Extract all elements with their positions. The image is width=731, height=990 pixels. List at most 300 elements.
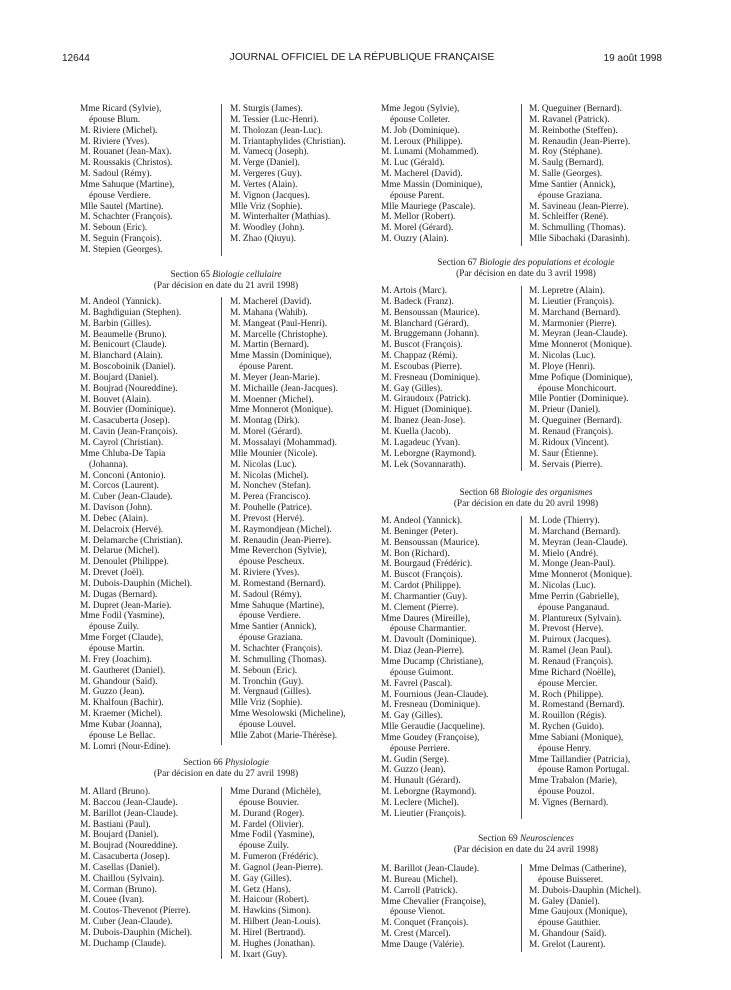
list-item: M. Marchand (Bernard). <box>529 526 621 537</box>
list-item: Mme Sahuque (Martine), <box>230 600 325 611</box>
list-item: M. Meyran (Jean-Claude). <box>529 537 628 548</box>
list-item: M. Chaillou (Sylvain). <box>80 873 165 884</box>
list-item: M. Mahana (Wahib). <box>230 307 308 318</box>
list-item: M. Favrel (Pascal). <box>381 678 453 689</box>
list-item: Mme Daures (Mireille), <box>381 613 471 624</box>
list-item: M. Bastiani (Paul). <box>80 819 151 830</box>
list-item: Mme Pofique (Dominique), <box>529 372 633 383</box>
list-item: M. Denoulet (Philippe). <box>80 557 169 568</box>
list-item: M. Conquet (François). <box>381 918 469 929</box>
list-item: M. Guzzo (Jean). <box>381 765 446 776</box>
list-item: M. Ploye (Henri). <box>529 361 596 372</box>
list-item: M. Durand (Roger). <box>230 808 305 819</box>
list-item: M. Mielo (André). <box>529 548 599 559</box>
list-item: M. Riviere (Yves). <box>80 136 150 147</box>
list-item: M. Lode (Thierry). <box>529 516 600 526</box>
list-item: M. Lagadeuc (Yvan). <box>381 437 461 448</box>
list-item: M. Renaudin (Jean-Pierre). <box>230 535 332 546</box>
list-item: M. Sadoul (Rémy). <box>230 589 302 600</box>
section-number: Section 65 <box>170 270 211 280</box>
list-item: épouse Colleter. <box>390 114 450 125</box>
list-item: M. Lomri (Nour-Edine). <box>80 741 171 752</box>
list-item: M. Macherel (David). <box>381 169 463 180</box>
list-item: M. Rouillon (Régis). <box>529 711 607 722</box>
list-item: épouse Parent. <box>390 190 445 201</box>
list-item: M. Savineau (Jean-Pierre). <box>529 201 629 212</box>
list-item: M. Mossalayi (Mohammad). <box>230 437 337 448</box>
list-item: M. Kuella (Jacob). <box>381 426 451 437</box>
list-item: M. Bouvier (Dominique). <box>80 405 176 416</box>
section-heading <box>80 270 372 292</box>
list-item: Mme Wesolowski (Micheline), <box>230 709 346 720</box>
list-item: M. Meyran (Jean-Claude). <box>529 329 628 340</box>
list-item: M. Boujrad (Noureddine). <box>80 383 178 394</box>
name-list <box>381 104 482 245</box>
list-item: M. Saur (Étienne). <box>529 448 599 459</box>
list-item: M. Seboun (Eric). <box>80 223 148 234</box>
list-item: M. Boujard (Daniel). <box>80 830 159 841</box>
list-item: Mme Fodil (Yasmine), <box>230 830 315 841</box>
list-item: M. Nonchev (Stefan). <box>230 481 312 492</box>
list-item: M. Morel (Gérard). <box>230 427 303 438</box>
list-item: M. Allard (Bruno). <box>80 787 151 797</box>
list-item: M. Ixart (Guy). <box>230 949 288 960</box>
section-heading <box>381 488 671 510</box>
list-item: M. Stepien (Georges). <box>80 244 163 255</box>
section-number: Section 66 <box>183 758 223 768</box>
name-list <box>230 787 323 961</box>
list-item: M. Martin (Bernard). <box>230 340 310 351</box>
list-item: Mlle Vriz (Sophie). <box>230 698 303 709</box>
list-item: M. Dubois-Dauphin (Michel). <box>529 885 642 896</box>
list-item: M. Corman (Bruno). <box>80 884 157 895</box>
name-list <box>381 516 488 820</box>
list-item: M. Artois (Marc). <box>381 286 448 296</box>
column-rule <box>521 104 522 246</box>
list-item: M. Vertes (Alain). <box>230 179 298 190</box>
list-item: Mme Sabiani (Monique), <box>529 732 624 743</box>
column-rule <box>221 297 222 745</box>
list-item: Mme Dauge (Valérie). <box>381 939 465 950</box>
list-item: M. Vignon (Jacques). <box>230 190 310 201</box>
list-item: M. Macherel (David). <box>230 297 312 307</box>
list-item: M. Couee (Ivan). <box>80 895 145 906</box>
list-item: M. Prieur (Daniel). <box>529 405 601 416</box>
list-item: M. Debec (Alain). <box>80 513 149 524</box>
list-item: Mme Santier (Annick), <box>230 622 317 633</box>
list-item: épouse Guimont. <box>390 667 454 678</box>
list-item: M. Puiroux (Jacques). <box>529 635 612 646</box>
list-item: M. Seguin (François). <box>80 234 162 245</box>
list-item: Mlle Mauriege (Pascale). <box>381 201 476 212</box>
list-item: M. Boujrad (Noureddine). <box>80 841 178 852</box>
list-item: M. Hawkins (Simon). <box>230 906 312 917</box>
list-item: M. Delamarche (Christian). <box>80 535 183 546</box>
section-heading <box>381 258 671 280</box>
list-item: M. Galey (Daniel). <box>529 896 600 907</box>
list-item: M. Hughes (Jonathan). <box>230 938 316 949</box>
section-name: Biologie cellulaire <box>212 270 282 280</box>
list-item: M. Diaz (Jean-Pierre). <box>381 646 465 657</box>
list-item: M. Casacuberta (Josep). <box>80 416 170 427</box>
list-item: M. Dubois-Dauphin (Michel). <box>80 578 193 589</box>
list-item: Mlle Sibachaki (Darasinh). <box>529 234 630 245</box>
list-item: M. Lek (Sovannarath). <box>381 459 466 470</box>
list-item: M. Pouhelle (Patrice). <box>230 503 313 514</box>
list-item: M. Getz (Hans). <box>230 884 291 895</box>
list-item: M. Tessier (Luc-Henri). <box>230 114 319 125</box>
list-item: M. Giraudoux (Patrick). <box>381 394 471 405</box>
list-item: M. Gudin (Serge). <box>381 754 449 765</box>
column-rule <box>221 104 222 256</box>
list-item: M. Cardot (Philippe). <box>381 581 462 592</box>
list-item: M. Crest (Marcel). <box>381 929 451 940</box>
list-item: M. Beninger (Peter). <box>381 526 458 537</box>
list-item: Mme Massin (Dominique), <box>381 179 483 190</box>
list-item: M. Raymondjean (Michel). <box>230 524 332 535</box>
list-item: Mlle Mounier (Nicole). <box>230 448 318 459</box>
name-list <box>529 864 641 951</box>
list-item: M. Roch (Philippe). <box>529 689 604 700</box>
list-item: M. Haicour (Robert). <box>230 895 310 906</box>
decision-date: (Par décision en date du 3 avril 1998) <box>456 269 596 279</box>
list-item: M. Gay (Gilles). <box>381 383 443 394</box>
list-item: Mme Gaujoux (Monique), <box>529 907 628 918</box>
column-rule <box>521 286 522 471</box>
list-item: Mme Perrin (Gabrielle), <box>529 591 620 602</box>
list-item: M. Riviere (Yves). <box>230 568 300 579</box>
name-list <box>230 297 346 742</box>
list-item: M. Clement (Pierre). <box>381 602 459 613</box>
list-item: épouse Vienot. <box>390 907 446 918</box>
list-item: M. Cayrol (Christian). <box>80 437 164 448</box>
list-item: Mme Forget (Claude), <box>80 633 164 644</box>
list-item: épouse Pouzol. <box>538 787 595 798</box>
list-item: M. Carroll (Patrick). <box>381 885 458 896</box>
list-item: M. Prevost (Herve). <box>529 624 604 635</box>
list-item: M. Romestand (Bernard). <box>529 700 625 711</box>
list-item: M. Perea (Francisco). <box>230 492 311 503</box>
list-item: M. Guzzo (Jean). <box>80 687 145 698</box>
list-item: épouse Graziana. <box>538 190 603 201</box>
list-item: épouse Parent. <box>239 362 294 373</box>
name-list <box>381 864 486 951</box>
list-item: M. Bensoussan (Maurice). <box>381 307 480 318</box>
list-item: M. Renaud (François). <box>529 656 614 667</box>
list-item: M. Ouzry (Alain). <box>381 234 449 245</box>
name-list <box>381 286 480 470</box>
list-item: Mme Sahuque (Martine), <box>80 179 175 190</box>
list-item: M. Roy (Stéphane). <box>529 147 603 158</box>
list-item: M. Coutos-Thevenot (Pierre). <box>80 906 191 917</box>
list-item: M. Marmonier (Pierre). <box>529 318 617 329</box>
section-name: Physiologie <box>224 758 269 768</box>
list-item: Mme Delmas (Catherine), <box>529 864 627 874</box>
section-name: Biologie des populations et écologie <box>479 258 615 268</box>
list-item: Mme Monnerot (Monique). <box>230 405 334 416</box>
name-list <box>529 104 630 245</box>
list-item: Mlle Sautel (Martine). <box>80 201 164 212</box>
list-item: M. Queguiner (Bernard). <box>529 416 622 427</box>
list-item: M. Woodley (John). <box>230 223 305 234</box>
list-item: M. Leborgne (Raymond). <box>381 787 477 798</box>
list-item: M. Boscoboinik (Daniel). <box>80 362 176 373</box>
list-item: Mlle Zabot (Marie-Thérèse). <box>230 730 338 741</box>
list-item: M. Cavin (Jean-François). <box>80 427 178 438</box>
list-item: M. Boujard (Daniel). <box>80 372 159 383</box>
list-item: M. Buscot (François). <box>381 340 463 351</box>
list-item: épouse Pescheux. <box>239 557 305 568</box>
list-item: M. Dupret (Jean-Marie). <box>80 600 172 611</box>
list-item: M. Schleiffer (René). <box>529 212 609 223</box>
list-item: M. Bureau (Michel). <box>381 874 458 885</box>
list-item: épouse Graziana. <box>239 633 304 644</box>
list-item: épouse Panganaud. <box>538 602 610 613</box>
list-item: M. Khalfoun (Bachir). <box>80 698 164 709</box>
list-item: Mme Chevalier (Françoise), <box>381 896 487 907</box>
list-item: M. Fresneau (Dominique). <box>381 700 481 711</box>
list-item: M. Nicolas (Luc). <box>230 459 297 470</box>
list-item: M. Cuber (Jean-Claude). <box>80 917 173 928</box>
list-item: Mme Fodil (Yasmine), <box>80 611 165 622</box>
list-item: M. Vergnaud (Gilles). <box>230 687 312 698</box>
list-item: M. Badeck (Franz). <box>381 296 454 307</box>
list-item: M. Delarue (Michel). <box>80 546 160 557</box>
list-item: M. Verge (Daniel). <box>230 158 300 169</box>
list-item: M. Monge (Jean-Paul). <box>529 559 616 570</box>
list-item: épouse Zuily. <box>239 841 290 852</box>
list-item: M. Cuber (Jean-Claude). <box>80 492 173 503</box>
list-item: M. Prevost (Hervé). <box>230 513 305 524</box>
list-item: Mme Kubar (Joanna), <box>80 719 162 730</box>
list-item: M. Rouanet (Jean-Max). <box>80 147 172 158</box>
list-item: M. Zhao (Qiuyu). <box>230 234 297 245</box>
list-item: épouse Bouvier. <box>239 797 299 808</box>
list-item: M. Lieutier (François). <box>381 808 467 819</box>
list-item: M. Benicourt (Claude). <box>80 340 167 351</box>
list-item: M. Bensoussan (Maurice). <box>381 537 480 548</box>
list-item: M. Plantureux (Sylvain). <box>529 613 622 624</box>
list-item: M. Grelot (Laurent). <box>529 939 606 950</box>
list-item: M. Nicolas (Luc). <box>529 581 596 592</box>
list-item: M. Chappaz (Rémi). <box>381 351 458 362</box>
list-item: M. Leborgne (Raymond). <box>381 448 477 459</box>
list-item: Mlle Geraudie (Jacqueline). <box>381 722 486 733</box>
list-item: M. Schmulling (Thomas). <box>529 223 626 234</box>
list-item: M. Barillot (Jean-Claude). <box>381 864 480 874</box>
list-item: (Johanna). <box>89 459 128 470</box>
list-item: Mme Massin (Dominique), <box>230 351 332 362</box>
list-item: épouse Ramon Portugal. <box>538 765 630 776</box>
list-item: M. Fumeron (Frédéric). <box>230 852 319 863</box>
list-item: Mme Durand (Michèle), <box>230 787 322 797</box>
section-heading <box>381 834 671 856</box>
list-item: Mme Chluba-De Tapia <box>80 448 166 459</box>
section-name: Neurosciences <box>519 834 574 844</box>
list-item: M. Gautheret (Daniel). <box>80 665 166 676</box>
list-item: épouse Mercier. <box>538 678 598 689</box>
list-item: épouse Le Bellac. <box>89 730 156 741</box>
list-item: M. Barbin (Gilles). <box>80 318 152 329</box>
name-list <box>529 286 633 470</box>
list-item: Mme Jegou (Sylvie), <box>381 104 460 114</box>
list-item: M. Triantaphylides (Christian). <box>230 136 346 147</box>
list-item: M. Michaille (Jean-Jacques). <box>230 383 338 394</box>
list-item: M. Dugas (Bernard). <box>80 589 158 600</box>
list-item: épouse Blum. <box>89 114 141 125</box>
list-item: M. Romestand (Bernard). <box>230 578 326 589</box>
journal-title: JOURNAL OFFICIEL DE LA RÉPUBLIQUE FRANÇAISE <box>229 51 495 63</box>
column-rule <box>521 864 522 952</box>
list-item: M. Sturgis (James). <box>230 104 303 114</box>
list-item: épouse Henry. <box>538 743 592 754</box>
list-item: M. Tronchin (Guy). <box>230 676 304 687</box>
list-item: Mme Trabalon (Marie), <box>529 776 618 787</box>
name-list <box>230 104 346 245</box>
list-item: Mlle Vriz (Sophie). <box>230 201 303 212</box>
list-item: M. Corcos (Laurent). <box>80 481 160 492</box>
section-name: Biologie des organismes <box>501 488 593 498</box>
name-list <box>80 297 192 752</box>
list-item: épouse Louvel. <box>239 719 296 730</box>
list-item: M. Buscot (François). <box>381 570 463 581</box>
list-item: M. Davison (John). <box>80 503 153 514</box>
list-item: épouse Gauthier. <box>538 918 601 929</box>
list-item: M. Montag (Dirk). <box>230 416 300 427</box>
list-item: M. Ravanel (Patrick). <box>529 114 610 125</box>
list-item: M. Mellor (Robert). <box>381 212 456 223</box>
list-item: M. Ghandour (Saïd). <box>529 929 607 940</box>
list-item: M. Leroux (Philippe). <box>381 136 463 147</box>
name-list <box>80 787 192 950</box>
list-item: M. Tholozan (Jean-Luc). <box>230 125 323 136</box>
list-item: M. Leclere (Michel). <box>381 797 459 808</box>
name-list <box>80 104 174 256</box>
list-item: M. Casacuberta (Josep). <box>80 852 170 863</box>
page-number: 12644 <box>62 53 90 64</box>
list-item: M. Luc (Gérald). <box>381 158 445 169</box>
list-item: Mme Taillandier (Patricia), <box>529 754 631 765</box>
list-item: M. Vergeres (Guy). <box>230 169 302 180</box>
list-item: M. Drevet (Joël). <box>80 568 145 579</box>
list-item: M. Kraemer (Michel). <box>80 709 163 720</box>
list-item: M. Morel (Gérard). <box>381 223 454 234</box>
list-item: épouse Verdiere. <box>89 190 151 201</box>
list-item: M. Schachter (François). <box>230 644 323 654</box>
name-list <box>529 516 632 809</box>
list-item: épouse Martin. <box>89 644 145 654</box>
list-item: M. Vamecq (Joseph). <box>230 147 309 158</box>
section-number: Section 67 <box>437 258 477 268</box>
list-item: M. Bouvet (Alain). <box>80 394 152 405</box>
list-item: M. Ramel (Jean Paul). <box>529 646 613 657</box>
list-item: M. Marchand (Bernard). <box>529 307 621 318</box>
list-item: M. Ibanez (Jean-Jose). <box>381 416 466 427</box>
list-item: M. Servais (Pierre). <box>529 459 603 470</box>
list-item: M. Moenner (Michel). <box>230 394 314 405</box>
decision-date: (Par décision en date du 21 avril 1998) <box>153 281 299 291</box>
list-item: Mme Santier (Annick), <box>529 179 616 190</box>
list-item: épouse Perriere. <box>390 743 450 754</box>
list-item: M. Sadoul (Rémy). <box>80 169 152 180</box>
issue-date: 19 août 1998 <box>603 53 662 64</box>
list-item: M. Charmantier (Guy). <box>381 591 468 602</box>
list-item: M. Andeol (Yannick). <box>80 297 162 307</box>
list-item: M. Bon (Richard). <box>381 548 450 559</box>
list-item: M. Lepretre (Alain). <box>529 286 605 296</box>
list-item: M. Saulg (Bernard). <box>529 158 604 169</box>
decision-date: (Par décision en date du 24 avril 1998) <box>453 845 599 855</box>
list-item: épouse Zuily. <box>89 622 140 633</box>
page-header <box>62 51 662 67</box>
decision-date: (Par décision en date du 20 avril 1998) <box>453 499 599 509</box>
list-item: M. Reinbothe (Steffen). <box>529 125 618 136</box>
list-item: M. Job (Dominique). <box>381 125 460 136</box>
list-item: M. Fresneau (Dominique). <box>381 372 481 383</box>
list-item: M. Barillot (Jean-Claude). <box>80 808 179 819</box>
list-item: M. Andeol (Yannick). <box>381 516 463 526</box>
list-item: épouse Buisseret. <box>538 874 604 885</box>
list-item: M. Schmulling (Thomas). <box>230 654 327 665</box>
list-item: épouse Charmantier. <box>390 624 467 635</box>
list-item: M. Escoubas (Pierre). <box>381 361 463 372</box>
list-item: M. Salle (Georges). <box>529 169 603 180</box>
list-item: M. Delacroix (Hervé). <box>80 524 164 535</box>
list-item: Mme Ricard (Sylvie), <box>80 104 162 114</box>
list-item: épouse Monchicourt. <box>538 383 617 394</box>
list-item: M. Marcelle (Christophe). <box>230 329 328 340</box>
list-item: M. Bruggemann (Johann). <box>381 329 480 340</box>
list-item: M. Gay (Gilles). <box>381 711 443 722</box>
list-item: M. Meyer (Jean-Marie). <box>230 372 320 383</box>
list-item: M. Nicolas (Luc). <box>529 351 596 362</box>
column-rule <box>521 516 522 819</box>
list-item: M. Winterhalter (Mathias). <box>230 212 331 223</box>
list-item: M. Blanchard (Gérard). <box>381 318 469 329</box>
list-item: M. Frey (Joachim). <box>80 654 152 665</box>
list-item: M. Davoult (Dominique). <box>381 635 477 646</box>
list-item: M. Fournious (Jean-Claude). <box>381 689 489 700</box>
list-item: M. Gagnol (Jean-Pierre). <box>230 862 323 873</box>
list-item: Mme Reverchon (Sylvie), <box>230 546 327 557</box>
list-item: M. Beaumelle (Bruno). <box>80 329 167 340</box>
list-item: M. Seboun (Eric). <box>230 665 298 676</box>
list-item: M. Lieutier (François). <box>529 296 615 307</box>
list-item: M. Baghdiguian (Stephen). <box>80 307 182 318</box>
section-heading <box>80 758 372 780</box>
list-item: M. Ridoux (Vincent). <box>529 437 610 448</box>
column-rule <box>221 787 222 959</box>
list-item: M. Casellas (Daniel). <box>80 862 160 873</box>
list-item: M. Riviere (Michel). <box>80 125 158 136</box>
list-item: M. Bourgaud (Frédéric). <box>381 559 473 570</box>
section-number: Section 68 <box>459 488 500 498</box>
list-item: M. Baccou (Jean-Claude). <box>80 797 178 808</box>
list-item: M. Nicolas (Michel). <box>230 470 309 481</box>
list-item: Mme Richard (Noëlle), <box>529 667 616 678</box>
list-item: M. Duchamp (Claude). <box>80 938 167 949</box>
list-item: M. Queguiner (Bernard). <box>529 104 622 114</box>
list-item: M. Mangeat (Paul-Henri). <box>230 318 328 329</box>
list-item: M. Fardel (Olivier). <box>230 819 304 830</box>
list-item: M. Schachter (François). <box>80 212 173 223</box>
section-number: Section 69 <box>478 834 518 844</box>
list-item: M. Dubois-Dauphin (Michel). <box>80 927 193 938</box>
list-item: M. Conconi (Antonio). <box>80 470 166 481</box>
list-item: M. Roussakis (Christos). <box>80 158 173 169</box>
list-item: M. Renaudin (Jean-Pierre). <box>529 136 631 147</box>
list-item: M. Vignes (Bernard). <box>529 797 609 808</box>
